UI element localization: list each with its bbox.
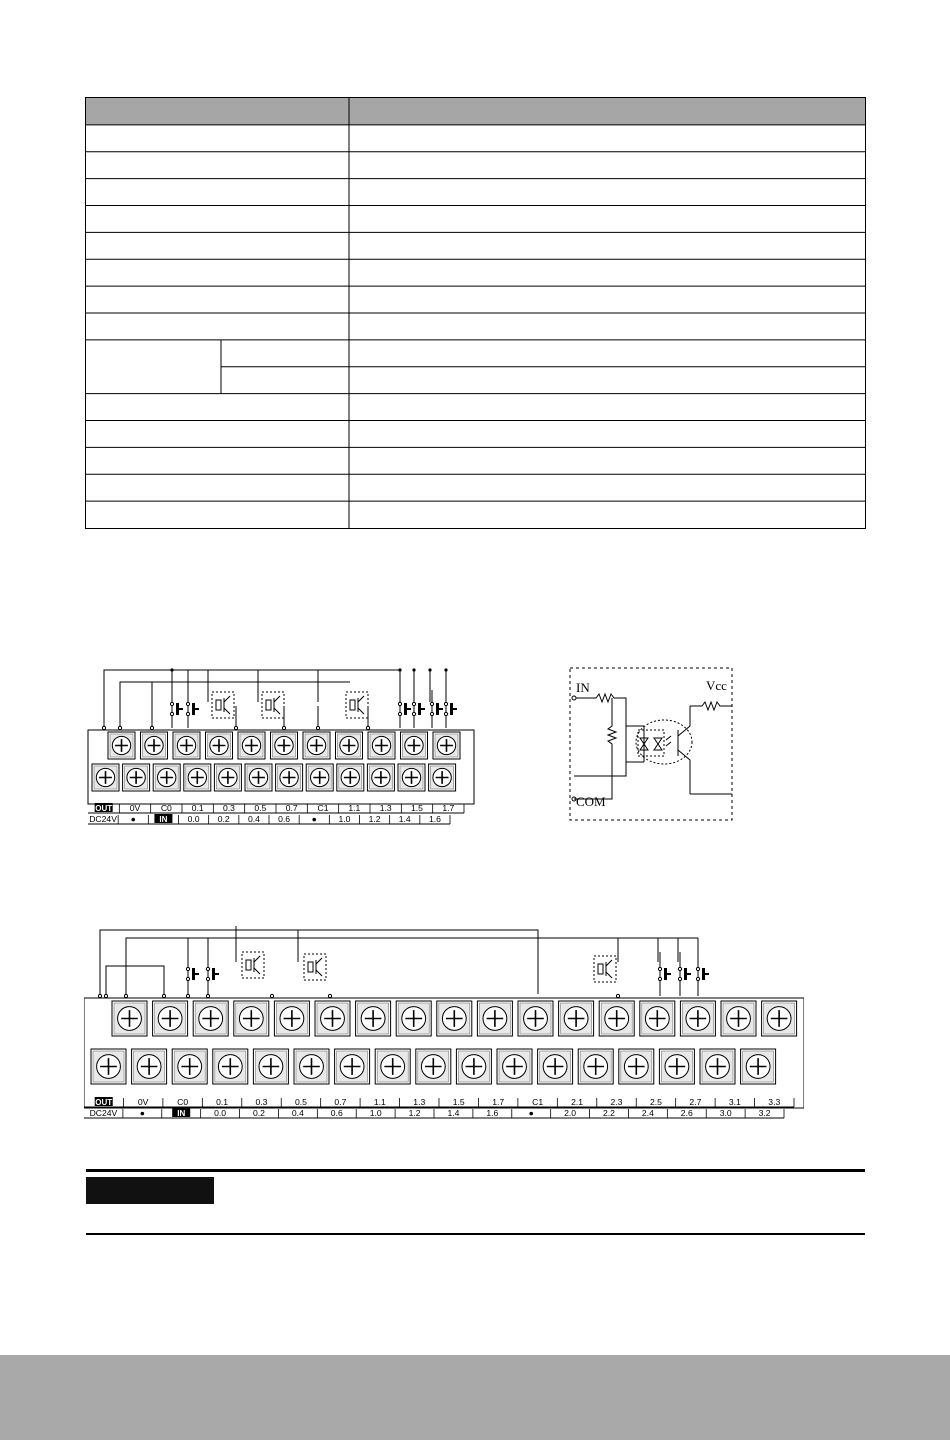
terminal-screw: [721, 1001, 756, 1036]
terminal-screw: [518, 1001, 553, 1036]
terminal-screw: [153, 764, 180, 791]
circuit-in-label: IN: [576, 680, 590, 695]
terminal-screw: [276, 764, 303, 791]
large-in-label: 0.4: [291, 1108, 304, 1118]
terminal-screw: [559, 1001, 594, 1036]
large-out-label: 2.3: [610, 1097, 623, 1107]
large-in-label: 2.2: [603, 1108, 615, 1118]
terminal-screw: [477, 1001, 512, 1036]
terminal-screw: [456, 1049, 491, 1084]
small-out-label: 0V: [129, 803, 141, 813]
small-in-label-in: IN: [159, 815, 168, 824]
large-in-label: 0.6: [330, 1108, 343, 1118]
terminal-screw: [238, 732, 265, 759]
small-out-label: 0.7: [285, 803, 298, 813]
large-out-label: 1.5: [452, 1097, 465, 1107]
terminal-screw: [396, 1001, 431, 1036]
small-in-label: 0.4: [247, 814, 260, 824]
small-in-label: 1.6: [428, 814, 441, 824]
terminal-screw: [368, 732, 395, 759]
terminal-screw: [306, 764, 333, 791]
terminal-screw: [271, 732, 298, 759]
circuit-com-label: COM: [576, 794, 606, 809]
small-out-label: 0.1: [191, 803, 204, 813]
small-out-label: 1.3: [379, 803, 392, 813]
small-in-label: 1.0: [338, 814, 351, 824]
terminal-screw: [92, 764, 119, 791]
terminal-screw: [112, 1001, 147, 1036]
large-out-label: 2.1: [571, 1097, 584, 1107]
small-in-label: ●: [311, 814, 317, 824]
terminal-screw: [433, 732, 460, 759]
terminal-screw: [294, 1049, 329, 1084]
terminal-screw: [91, 1049, 126, 1084]
terminal-screw: [762, 1001, 797, 1036]
large-in-label: 2.4: [641, 1108, 654, 1118]
terminal-screw: [437, 1001, 472, 1036]
terminal-screw: [123, 764, 150, 791]
large-out-label-out: OUT: [95, 1098, 113, 1107]
small-in-label: 0.6: [278, 814, 291, 824]
terminal-screw: [132, 1049, 167, 1084]
large-out-label: 2.5: [649, 1097, 662, 1107]
wiring-diagram-small: [84, 662, 476, 826]
small-in-label: 0.0: [187, 814, 200, 824]
terminal-screw: [375, 1049, 410, 1084]
large-in-label: DC24V: [89, 1108, 118, 1118]
terminal-screw: [193, 1001, 228, 1036]
small-out-label: 0.3: [223, 803, 235, 813]
terminal-screw: [416, 1049, 451, 1084]
large-in-label: 2.0: [564, 1108, 577, 1118]
large-in-label: 0.0: [214, 1108, 227, 1118]
large-in-label: 1.0: [369, 1108, 382, 1118]
terminal-screw: [274, 1001, 309, 1036]
terminal-screw: [184, 764, 211, 791]
terminal-screw: [538, 1049, 573, 1084]
terminal-screw: [680, 1001, 715, 1036]
terminal-screw: [741, 1049, 776, 1084]
large-out-label: 0.5: [294, 1097, 307, 1107]
large-in-label: 1.4: [447, 1108, 460, 1118]
terminal-screw: [659, 1049, 694, 1084]
large-out-label: 0.1: [216, 1097, 229, 1107]
spec-header-row: [86, 98, 865, 125]
large-out-label: C0: [177, 1097, 189, 1107]
terminal-screw: [578, 1049, 613, 1084]
terminal-screw: [599, 1001, 634, 1036]
large-in-label: ●: [139, 1108, 145, 1118]
note-label-box: [86, 1177, 214, 1204]
terminal-screw: [619, 1049, 654, 1084]
large-in-label: 2.6: [680, 1108, 693, 1118]
terminal-screw: [213, 1049, 248, 1084]
large-in-label-in: IN: [177, 1109, 186, 1118]
small-out-label: 1.1: [348, 803, 361, 813]
terminal-screw: [206, 732, 233, 759]
input-circuit-diagram: [568, 666, 736, 824]
small-out-label: C1: [317, 803, 329, 813]
spec-table: [85, 97, 866, 529]
large-out-label: 0.3: [255, 1097, 268, 1107]
large-out-label: 3.3: [768, 1097, 781, 1107]
small-out-label: 1.5: [411, 803, 423, 813]
circuit-vcc-label: Vcc: [706, 678, 727, 693]
large-out-label: 2.7: [689, 1097, 702, 1107]
terminal-screw: [172, 1049, 207, 1084]
large-in-label: 1.2: [408, 1108, 421, 1118]
terminal-screw: [173, 732, 200, 759]
terminal-screw: [700, 1049, 735, 1084]
small-out-label: 0.5: [254, 803, 267, 813]
terminal-screw: [214, 764, 241, 791]
wiring-diagram-large: [84, 922, 804, 1124]
terminal-screw: [108, 732, 135, 759]
note-bottom-rule: [86, 1233, 865, 1235]
terminal-screw: [398, 764, 425, 791]
large-in-label: 3.0: [719, 1108, 732, 1118]
terminal-screw: [234, 1001, 269, 1036]
small-out-label: C0: [160, 803, 172, 813]
terminal-screw: [335, 1049, 370, 1084]
terminal-screw: [253, 1049, 288, 1084]
small-out-label: 1.7: [442, 803, 455, 813]
terminal-screw: [356, 1001, 391, 1036]
note-top-rule: [86, 1169, 865, 1172]
terminal-screw: [245, 764, 272, 791]
terminal-screw: [303, 732, 330, 759]
small-out-label-out: OUT: [95, 804, 113, 813]
large-out-label: 0.7: [334, 1097, 347, 1107]
terminal-screw: [337, 764, 364, 791]
large-out-label: 3.1: [728, 1097, 741, 1107]
terminal-screw: [315, 1001, 350, 1036]
page-footer-band: [0, 1355, 950, 1440]
large-out-label: 1.7: [492, 1097, 505, 1107]
large-in-label: ●: [528, 1108, 534, 1118]
small-in-label: 1.2: [368, 814, 381, 824]
terminal-screw: [497, 1049, 532, 1084]
large-in-label: 0.2: [253, 1108, 265, 1118]
terminal-screw: [153, 1001, 188, 1036]
small-in-label: DC24V: [89, 814, 117, 824]
large-out-label: C1: [532, 1097, 544, 1107]
terminal-screw: [367, 764, 394, 791]
small-in-label: 0.2: [217, 814, 230, 824]
terminal-screw: [429, 764, 456, 791]
large-out-label: 1.3: [413, 1097, 426, 1107]
small-in-label: ●: [130, 814, 136, 824]
terminal-screw: [640, 1001, 675, 1036]
small-in-label: 1.4: [398, 814, 411, 824]
large-out-label: 1.1: [373, 1097, 386, 1107]
terminal-screw: [141, 732, 168, 759]
large-in-label: 1.6: [486, 1108, 499, 1118]
large-out-label: 0V: [137, 1097, 149, 1107]
large-in-label: 3.2: [758, 1108, 771, 1118]
terminal-screw: [336, 732, 363, 759]
terminal-screw: [401, 732, 428, 759]
